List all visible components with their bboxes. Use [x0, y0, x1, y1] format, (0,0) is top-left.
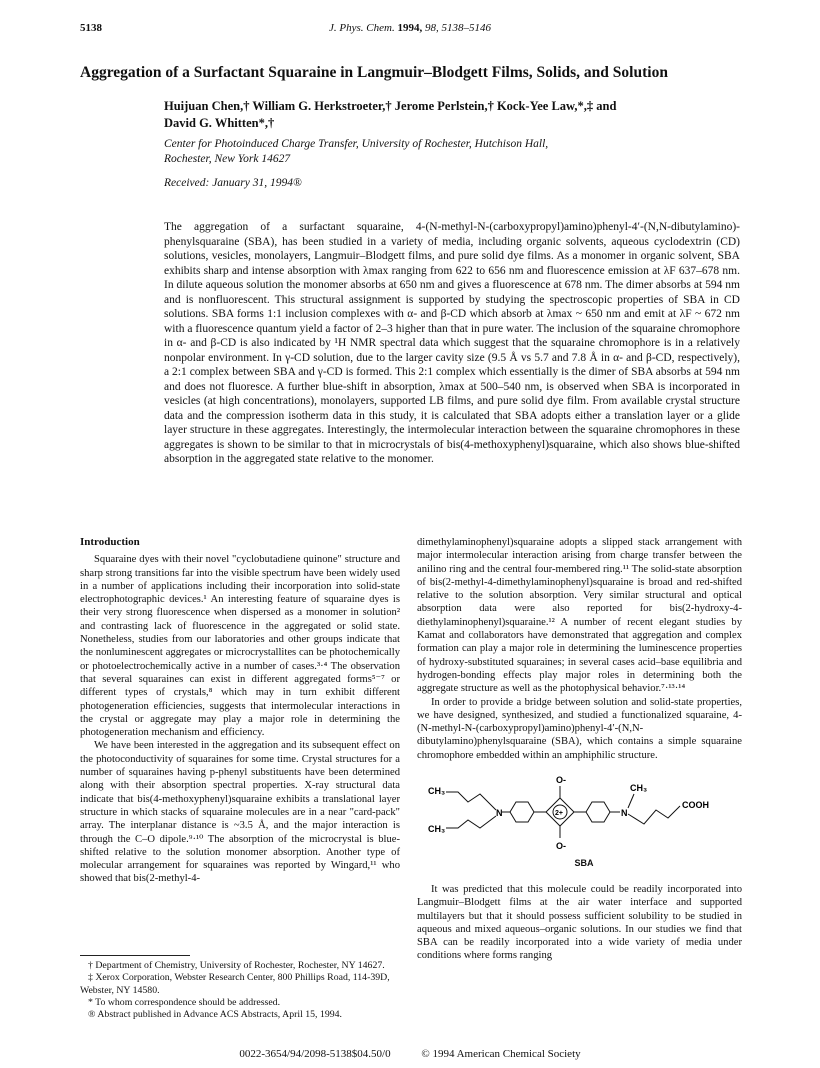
structure-caption: SBA: [574, 858, 594, 868]
article-code: 0022-3654/94/2098-5138$04.50/0: [239, 1048, 391, 1060]
ch3-label: CH₃: [630, 783, 648, 793]
ch3-label: CH₃: [428, 824, 446, 834]
footnote: ® Abstract published in Advance ACS Abstracts, April 15, 1994.: [88, 1009, 342, 1021]
journal-pages: 5138–5146: [441, 22, 491, 34]
copyright: © 1994 American Chemical Society: [421, 1048, 581, 1060]
oxygen-label: O-: [556, 775, 566, 785]
page-footer: [0, 1048, 820, 1060]
article-title: Aggregation of a Surfactant Squaraine in Langmuir–Blodgett Films, Solids, and Solution: [80, 64, 668, 81]
page-number: 5138: [80, 22, 102, 34]
carboxyl-label: COOH: [682, 800, 709, 810]
footnote: ‡ Xerox Corporation, Webster Research Center, 800 Phillips Road, 114-39D, Webster, NY 14580.: [80, 972, 390, 996]
charge-label: 2+: [555, 810, 563, 817]
affiliation-line-2: Rochester, New York 14627: [164, 153, 291, 165]
footnotes: [80, 960, 402, 1021]
chemical-structure: [424, 772, 744, 872]
received-date: Received: January 31, 1994®: [164, 177, 302, 189]
authors-line-2: David G. Whitten*,†: [164, 116, 275, 130]
authors-line-1: Huijuan Chen,† William G. Herkstroeter,† Jerome Perlstein,† Kock-Yee Law,*,‡ and: [164, 99, 617, 113]
ch3-label: CH₃: [428, 786, 446, 796]
paragraph: Squaraine dyes with their novel "cyclobutadiene quinone" structure and sharp strong transitions far into the visible spectrum have been widely used in a number of applications including their incorporation into solid-state electrophotographic devices.¹ An interesting feature of squaraine dyes is their very strong fluorescence when dispersed as a monomer in solution² and contrasting lack of fluorescence in the aggregated or solid state. Nonetheless, studies from our laboratories and other groups indicate that the nonluminescent aggregates or microcrystallites can be photochemically or photoelectrochemically active in a number of cases.³·⁴ The observation that several squaraines can exist in different aggregated forms⁵⁻⁷ or different types of crystals,⁸ which may in turn exhibit different photogeneration efficiencies, suggests that intermolecular interactions in the crystal or aggregate may play a major role in determining the photogeneration mechanism and efficiency.: [80, 554, 400, 739]
right-column-continued: [417, 883, 742, 963]
paragraph: In order to provide a bridge between solution and solid-state properties, we have designed, synthesized, and studied a functionalized squaraine, 4-(N-methyl-N-(carboxypropyl)amino)phenyl-4′-(N,N-dibutylamino)phenylsquaraine (SBA), which contains a simple squaraine chromophore embedded within an amphiphilic structure.: [417, 696, 742, 761]
journal-name: J. Phys. Chem.: [329, 22, 395, 34]
right-column: [417, 536, 742, 762]
footnote: * To whom correspondence should be addressed.: [88, 996, 281, 1008]
author-list: [164, 98, 684, 132]
abstract: The aggregation of a surfactant squaraine, 4-(N-methyl-N-(carboxypropyl)amino)phenyl-4′-(N,N-dibutylamino)-phenylsquaraine (SBA), has been studied in a variety of media, including organic solvents, aqueous cyclodextrin (CD) solutions, vesicles, monolayers, Langmuir–Blodgett films, and pure solid dye films. As a monomer in organic solvent, SBA exhibits sharp and intense absorption with λmax ranging from 622 to 656 nm and fluorescence emission at λF 637–678 nm. In dilute aqueous solution the monomer absorbs at 650 nm and gives a fluorescence at 678 nm. The dimer absorbs at 594 nm and is nonfluorescent. This structural assignment is supported by studying the spectroscopic properties of SBA in CD solutions. SBA forms 1:1 inclusion complexes with α- and β-CD which absorb at λmax ~ 650 nm and emit at λF ~ 672 nm with a fluorescence quantum yield a factor of 2–3 higher than that in pure water. The inclusion of the squaraine chromophore in α- and β-CD is also indicated by ¹H NMR spectral data which suggest that the squaraine chromophore is in a relatively nonpolar environment. In γ-CD solution, due to the larger cavity size (9.5 Å vs 5.7 and 7.8 Å in α- and β-CD, respectively), a 2:1 complex between SBA and γ-CD is formed. This 2:1 complex which essentially is the dimer of SBA absorbs at 594 nm and does not fluoresce. A further blue-shift in absorption, λmax at 500–540 nm, is observed when SBA is incorporated in vesicles (at high concentrations), monolayers, supported LB films, and pure solid dye film. From available crystal structure data and the compression isotherm data in this study, it is calculated that SBA adopts either a translation layer or a glide layer structure in these aggregates. Interestingly, the intermolecular interaction between the squaraine chromophores in these aggregates is shown to be similar to that in microcrystals of bis(4-methoxyphenyl)squaraine, which also shows blue-shifted absorption in the aggregated state relative to the monomer.: [164, 221, 740, 465]
journal-volume: 98,: [424, 22, 439, 34]
nitrogen-label: N: [496, 808, 503, 818]
paragraph: We have been interested in the aggregation and its subsequent effect on the photoconductivity of squaraines for some time. Crystal structures for a number of squaraines having p-phenyl substituents have been determined along with their absorption spectral properties. X-ray structural data indicate that bis(4-methoxyphenyl)squaraine exhibits a translational layer structure in which stacks of squaraine molecules are in a near "card-pack" array. The interplanar distance is ~3.5 Å, and the major interaction is through the C–O dipole.⁹·¹⁰ The absorption of the microcrystal is blue-shifted relative to the solution monomer absorption. Another type of molecular arrangement for squaraines was reported by Wingard,¹¹ who showed that bis(2-methyl-4-: [80, 740, 400, 885]
journal-citation: [80, 22, 740, 34]
section-heading-introduction: Introduction: [80, 536, 140, 548]
footnote-divider: [80, 955, 190, 956]
oxygen-label: O-: [556, 841, 566, 851]
sba-structure-figure: [424, 772, 744, 882]
running-header: [80, 22, 740, 38]
journal-year: 1994,: [397, 22, 423, 34]
affiliation-line-1: Center for Photoinduced Charge Transfer, University of Rochester, Hutchison Hall,: [164, 138, 549, 150]
nitrogen-label: N: [621, 808, 628, 818]
footnote: † Department of Chemistry, University of Rochester, Rochester, NY 14627.: [88, 960, 385, 971]
paragraph: It was predicted that this molecule could be readily incorporated into Langmuir–Blodgett films at the air water interface and supported multilayers but that it should possess sufficient solubility to be studied in aqueous and mixed aqueous–organic solutions. In our studies we find that SBA can be readily incorporated into a wide variety of media under conditions where forms ranging: [417, 884, 742, 962]
affiliation: [164, 137, 724, 167]
paragraph: dimethylaminophenyl)squaraine adopts a slipped stack arrangement with major intermolecular interaction arising from charge transfer between the anilino ring and the central four-membered ring.¹¹ The solid-state absorption of bis(2-methyl-4-dimethylaminophenyl)squaraine is broad and red-shifted relative to the solution absorption. Very similar structural and optical absorption data were also reported for bis(2-hydroxy-4-diethylaminophenyl)squaraine.¹² A number of recent elegant studies by Kamat and collaborators have demonstrated that aggregation and complex formation can play a major role in determining the luminescence properties of hydroxy-substituted squaraines; in several cases acid–base equilibria and hydrogen-bonding effects play major roles in determining both the aggregate structure as well as the photophysical behavior.⁷·¹³·¹⁴: [417, 537, 742, 695]
left-column: [80, 536, 400, 886]
